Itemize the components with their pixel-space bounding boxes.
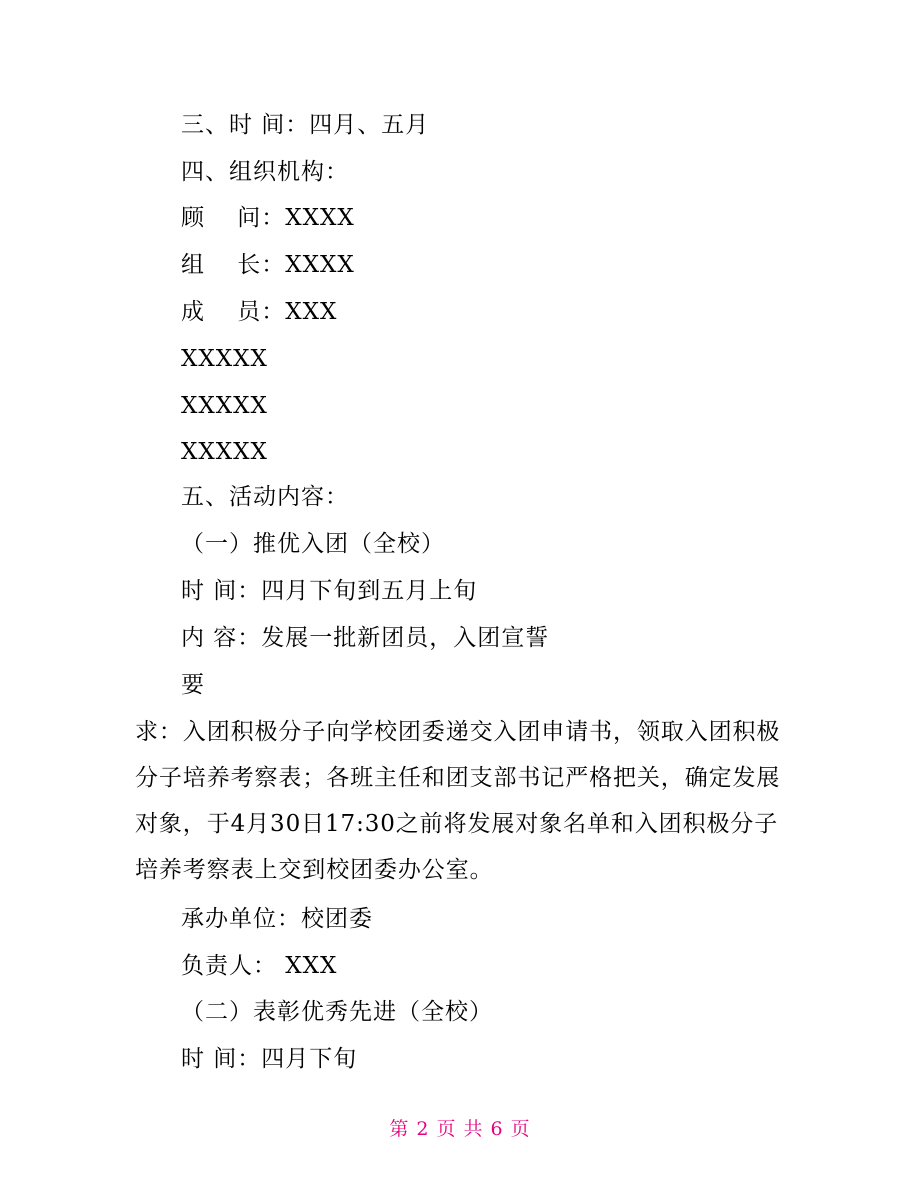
member-name-2: XXXXX — [181, 393, 268, 419]
requirements-label: 要 — [181, 672, 205, 698]
subsection-one-heading: （一）推优入团（全校） — [181, 531, 445, 557]
responsible-person-line: 负责人： XXX — [181, 953, 338, 979]
subsection-one-time: 时 间：四月下旬到五月上旬 — [181, 578, 478, 604]
members-line: 成 员：XXX — [181, 299, 338, 325]
subsection-two-heading: （二）表彰优秀先进（全校） — [181, 999, 493, 1025]
member-name-1: XXXXX — [181, 346, 268, 372]
section-five-heading: 五、活动内容： — [181, 484, 349, 510]
requirements-paragraph: 求：入团积极分子向学校团委递交入团申请书，领取入团积极分子培养考察表；各班主任和团支部书记严格把关，确定发展对象，于4月30日17:30之前将发展对象名单和入团积极分子培养考察表上交到校团委办公室。 — [135, 719, 781, 883]
organizer-line: 承办单位：校团委 — [181, 906, 373, 932]
section-three-time: 三、时 间：四月、五月 — [181, 112, 430, 138]
subsection-two-time: 时 间：四月下旬 — [181, 1046, 358, 1072]
section-four-heading: 四、组织机构： — [181, 159, 349, 185]
page-number-footer: 第 2 页 共 6 页 — [389, 1118, 531, 1140]
subsection-one-content: 内 容：发展一批新团员，入团宣誓 — [181, 625, 550, 651]
advisor-line: 顾 问：XXXX — [181, 205, 355, 231]
leader-line: 组 长：XXXX — [181, 252, 355, 278]
member-name-3: XXXXX — [181, 439, 268, 465]
